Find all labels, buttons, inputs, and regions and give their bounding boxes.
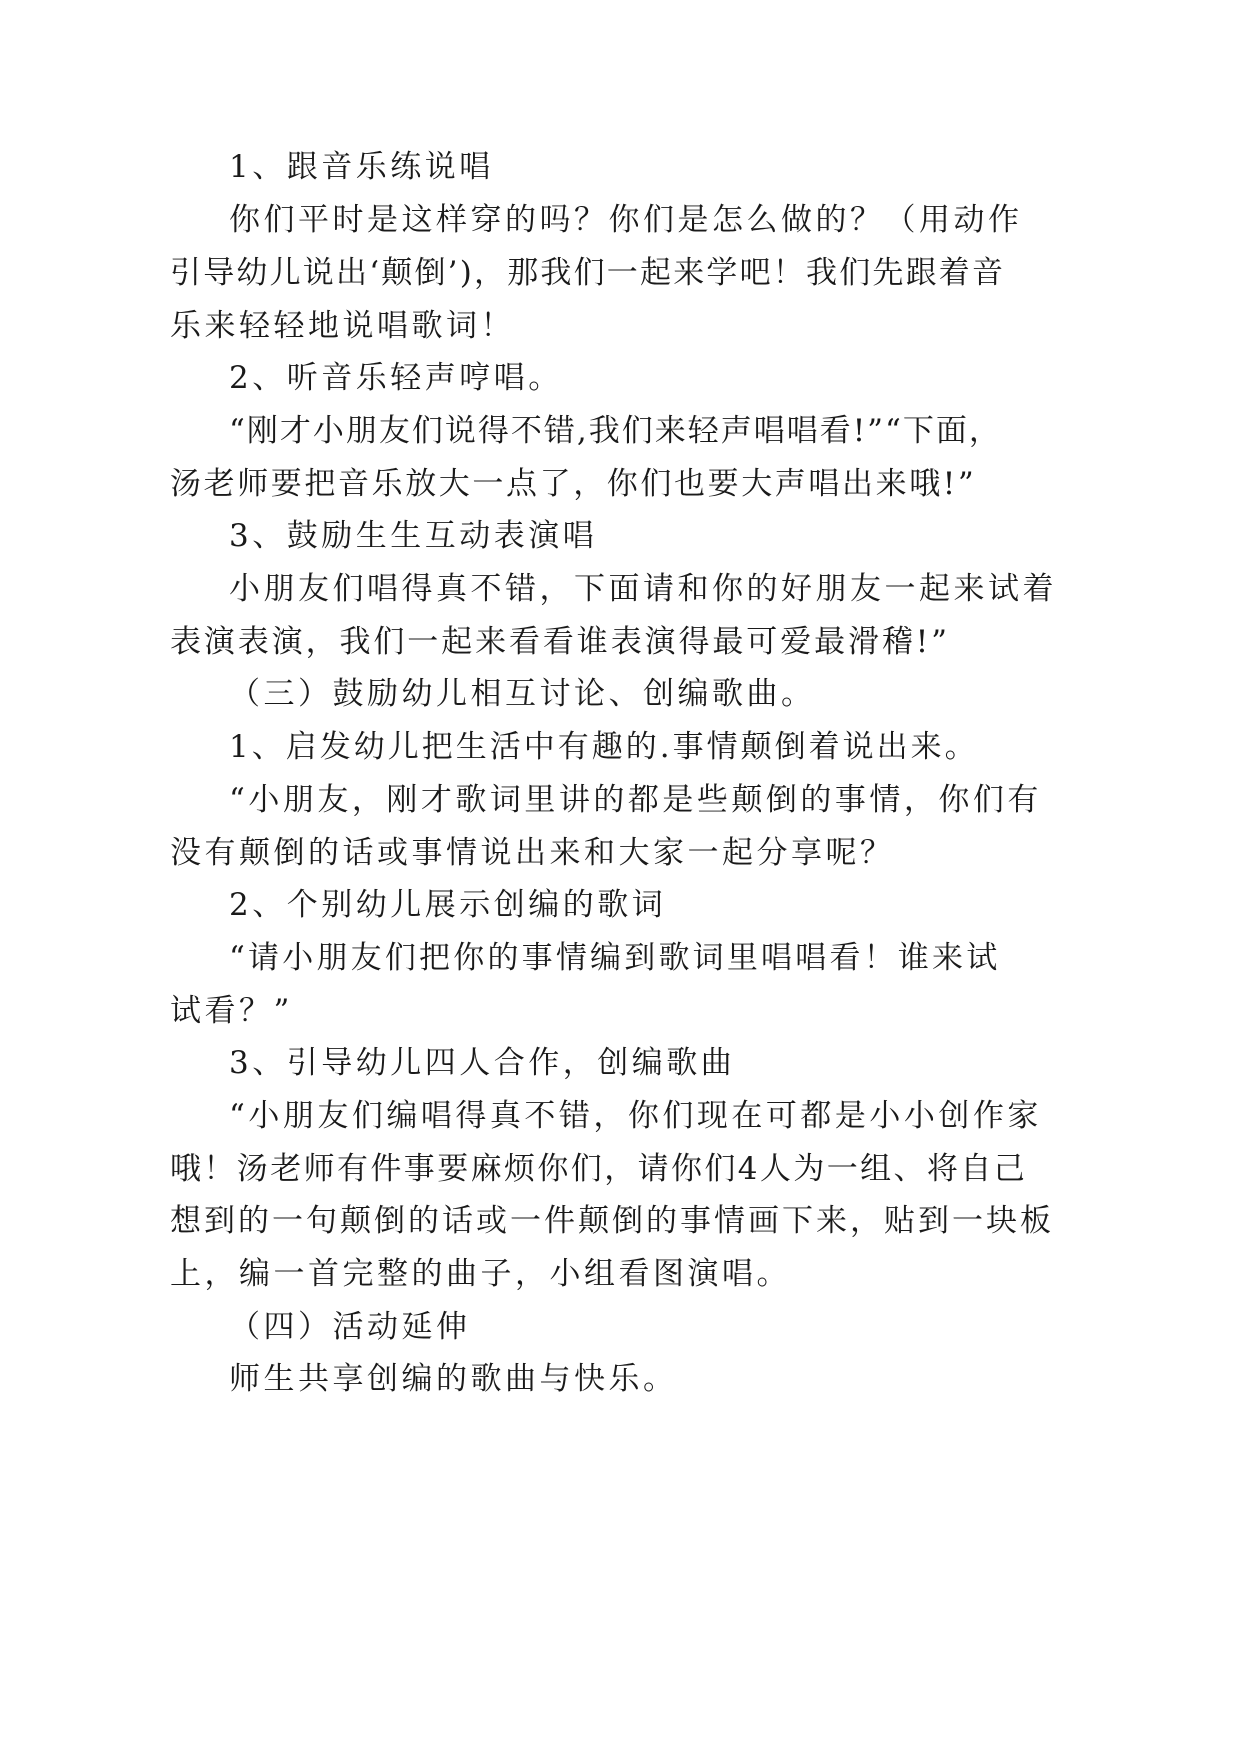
paragraph-line: 你们平时是这样穿的吗？你们是怎么做的？（用动作	[229, 202, 1023, 238]
section-heading: （三）鼓励幼儿相互讨论、创编歌曲。	[229, 676, 816, 712]
paragraph-line: 试看？”	[170, 993, 293, 1029]
paragraph-line: “小朋友们编唱得真不错，你们现在可都是小小创作家	[229, 1098, 1042, 1134]
text-line: 1、跟音乐练说唱	[229, 149, 494, 185]
paragraph-line: “请小朋友们把你的事情编到歌词里唱唱看！谁来试	[229, 940, 1001, 976]
paragraph-line: 汤老师要把音乐放大一点了，你们也要大声唱出来哦!”	[170, 466, 977, 502]
paragraph-line: 乐来轻轻地说唱歌词！	[170, 308, 515, 344]
paragraph-line: “刚才小朋友们说得不错,我们来轻声唱唱看!”“下面，	[229, 413, 1002, 449]
text-line: 3、鼓励生生互动表演唱	[229, 518, 598, 554]
paragraph-line: 表演表演，我们一起来看看谁表演得最可爱最滑稽!”	[170, 624, 950, 660]
section-heading: （四）活动延伸	[229, 1309, 471, 1345]
paragraph-line: 哦！汤老师有件事要麻烦你们，请你们4人为一组、将自己	[170, 1151, 1028, 1187]
paragraph-line: 没有颠倒的话或事情说出来和大家一起分享呢？	[170, 835, 895, 871]
paragraph-line: “小朋友，刚才歌词里讲的都是些颠倒的事情，你们有	[229, 782, 1042, 818]
text-line: 2、听音乐轻声哼唱。	[229, 360, 563, 396]
text-line: 2、个别幼儿展示创编的歌词	[229, 887, 667, 923]
text-line: 3、引导幼儿四人合作，创编歌曲	[229, 1045, 736, 1081]
paragraph-line: 小朋友们唱得真不错，下面请和你的好朋友一起来试着	[229, 571, 1057, 607]
paragraph-line: 上，编一首完整的曲子，小组看图演唱。	[170, 1256, 791, 1292]
paragraph-line: 引导幼儿说出‘颠倒’)，那我们一起来学吧！我们先跟着音	[170, 255, 1006, 291]
text-line: 1、启发幼儿把生活中有趣的.事情颠倒着说出来。	[229, 729, 979, 765]
paragraph-line: 想到的一句颠倒的话或一件颠倒的事情画下来，贴到一块板	[170, 1203, 1054, 1239]
paragraph-line: 师生共享创编的歌曲与快乐。	[229, 1361, 678, 1397]
